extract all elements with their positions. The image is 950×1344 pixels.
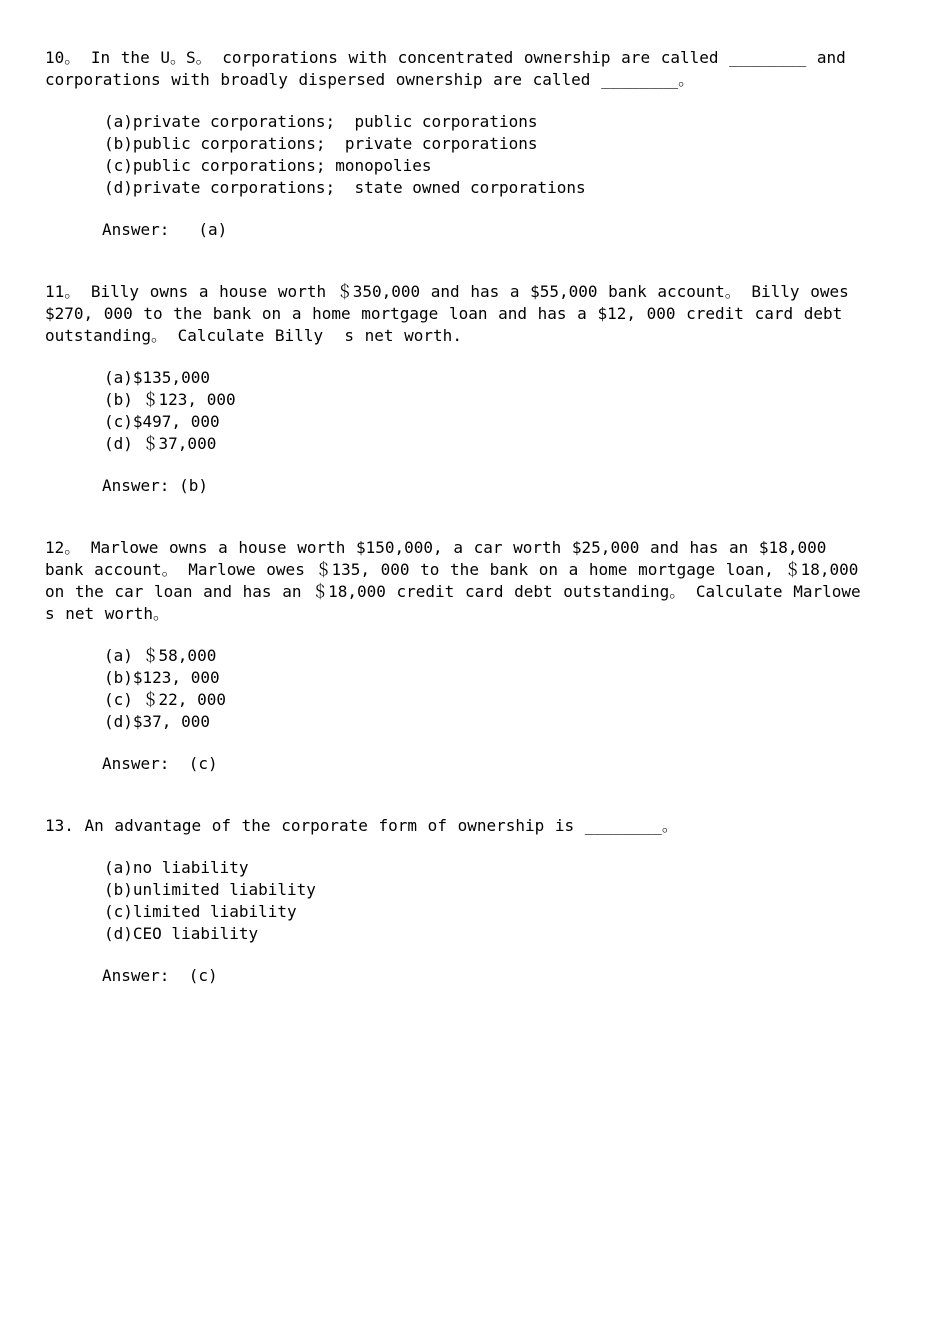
option-d: (d)private corporations; state owned corporations [104, 178, 586, 197]
option-c: (c)public corporations; monopolies [104, 156, 432, 175]
question-13 [45, 815, 875, 987]
option-b: (b)unlimited liability [104, 880, 316, 899]
answer-line: Answer: (c) [102, 754, 218, 773]
question-text: 10。 In the U。S。 corporations with concentrated ownership are called ________ and corporations with broadly dispersed ownership are called ________。 [45, 48, 857, 89]
option-a: (a)no liability [104, 858, 249, 877]
question-text: 13. An advantage of the corporate form of ownership is ________。 [45, 816, 678, 835]
option-b: (b)$123, 000 [104, 668, 220, 687]
option-d: (d)CEO liability [104, 924, 259, 943]
option-d: (d) ＄37,000 [104, 434, 217, 453]
option-c: (c)$497, 000 [104, 412, 220, 431]
question-spacer [45, 775, 875, 815]
answer-options [104, 645, 875, 733]
option-c: (c)limited liability [104, 902, 297, 921]
answer-options [104, 367, 875, 455]
question-text: 11。 Billy owns a house worth ＄350,000 and has a $55,000 bank account。 Billy owes $270, 000 to the bank on a home mortgage loan and has a $12, 000 credit card debt outstanding。 Calculate Billy s net worth. [45, 282, 860, 345]
question-text: 12。 Marlowe owns a house worth $150,000, a car worth $25,000 and has an $18,000 bank account。 Marlowe owes ＄135, 000 to the bank on a home mortgage loan, ＄18,000 on the car loan and has an ＄18,000 credit card debt outstanding。 Calculate Marlowe s net worth。 [45, 538, 882, 623]
question-spacer [45, 241, 875, 281]
option-c: (c) ＄22, 000 [104, 690, 226, 709]
answer-line: Answer: (c) [102, 966, 218, 985]
option-b: (b) ＄123, 000 [104, 390, 236, 409]
option-d: (d)$37, 000 [104, 712, 210, 731]
option-a: (a) ＄58,000 [104, 646, 217, 665]
answer-line: Answer: (a) [102, 220, 228, 239]
document-page [45, 47, 882, 987]
option-a: (a)$135,000 [104, 368, 210, 387]
question-11 [45, 281, 875, 497]
option-a: (a)private corporations; public corporations [104, 112, 538, 131]
question-spacer [45, 497, 875, 537]
question-10 [45, 47, 875, 241]
answer-line: Answer: (b) [102, 476, 208, 495]
option-b: (b)public corporations; private corporations [104, 134, 538, 153]
answer-options [104, 857, 875, 945]
question-12 [45, 537, 882, 775]
answer-options [104, 111, 875, 199]
